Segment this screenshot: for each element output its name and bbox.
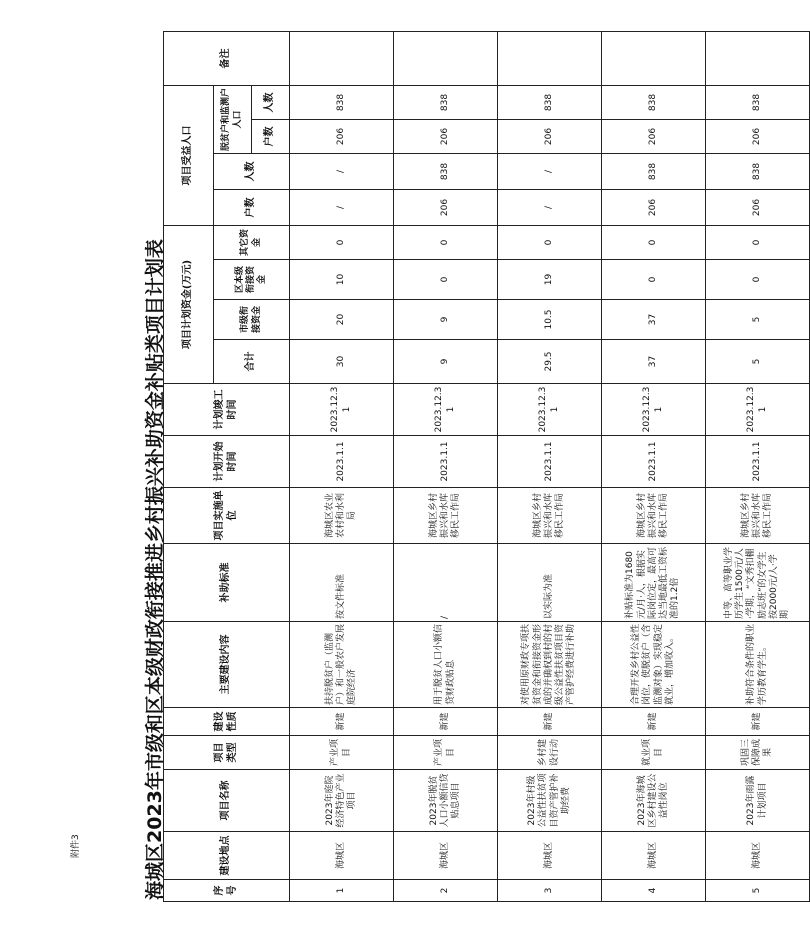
cell-implementer: 海城区农业农村和水利局	[290, 488, 394, 544]
cell-city: 20	[290, 300, 394, 340]
header-start: 计划开始时间	[164, 436, 290, 488]
cell-households: 206	[602, 189, 706, 225]
cell-remarks	[394, 31, 498, 85]
header-people: 人数	[214, 153, 290, 189]
table-row	[290, 31, 394, 901]
cell-implementer: 海城区乡村振兴和水库移民工作局	[498, 488, 602, 544]
cell-content: 用于脱贫人口小额信贷财政贴息	[394, 622, 498, 708]
cell-district: 10	[290, 260, 394, 300]
attachment-label: 附件3	[71, 834, 81, 858]
cell-people: 838	[394, 153, 498, 189]
cell-seq: 5	[706, 880, 810, 902]
cell-monitored-people: 838	[498, 85, 602, 119]
table-row	[394, 31, 498, 901]
cell-monitored-households: 206	[602, 119, 706, 153]
header-households: 户数	[214, 189, 290, 225]
cell-monitored-people: 838	[706, 85, 810, 119]
cell-remarks	[602, 31, 706, 85]
header-monitored: 脱贫户和监测户人口	[214, 85, 252, 153]
header-monitored-people: 人数	[252, 85, 290, 119]
header-location: 建设地点	[164, 832, 290, 880]
table-row	[602, 31, 706, 901]
header-monitored-households: 户数	[252, 119, 290, 153]
page-title: 海城区2023年市级和区本级财政衔接推进乡村振兴补助资金补贴类项目计划表	[144, 239, 166, 900]
project-table	[163, 42, 790, 902]
cell-type: 巩固三保障成果	[706, 736, 810, 770]
cell-implementer: 海城区乡村振兴和水库移民工作局	[602, 488, 706, 544]
cell-total: 30	[290, 340, 394, 384]
cell-monitored-people: 838	[394, 85, 498, 119]
cell-nature: 新建	[394, 708, 498, 736]
cell-type: 产业项目	[394, 736, 498, 770]
header-nature: 建设性质	[164, 708, 290, 736]
cell-seq: 1	[290, 880, 394, 902]
cell-standard: 中等、高等职业学历学生1500元/人·学期，“文秀扣棚励志班”的女学生按2000元/人·学期	[706, 544, 810, 622]
cell-end: 2023.12.31	[394, 384, 498, 436]
cell-type: 就业项目	[602, 736, 706, 770]
cell-name: 2023年脱贫人口小额信贷贴息项目	[394, 770, 498, 832]
cell-start: 2023.1.1	[498, 436, 602, 488]
cell-seq: 4	[602, 880, 706, 902]
cell-people: 838	[602, 153, 706, 189]
cell-location: 海城区	[498, 832, 602, 880]
cell-name: 2023年雨露计划项目	[706, 770, 810, 832]
cell-remarks	[290, 31, 394, 85]
header-standard: 补助标准	[164, 544, 290, 622]
cell-name: 2023年海城区乡村建设公益性岗位	[602, 770, 706, 832]
cell-monitored-people: 838	[290, 85, 394, 119]
cell-end: 2023.12.31	[602, 384, 706, 436]
cell-district: 0	[394, 260, 498, 300]
cell-monitored-households: 206	[498, 119, 602, 153]
cell-monitored-people: 838	[602, 85, 706, 119]
cell-end: 2023.12.31	[290, 384, 394, 436]
cell-standard: 补贴标准为1680元/月·人，根据实际岗位定，最高可达当地最低工资标准的1.2倍	[602, 544, 706, 622]
cell-monitored-households: 206	[706, 119, 810, 153]
cell-seq: 2	[394, 880, 498, 902]
cell-content: 合理开发乡村公益性岗位，使脱贫户（含监测对象）实现稳定就业，增加收入。	[602, 622, 706, 708]
cell-name: 2023年庭院经济特色产业项目	[290, 770, 394, 832]
cell-other: 0	[290, 225, 394, 259]
header-content: 主要建设内容	[164, 622, 290, 708]
cell-location: 海城区	[290, 832, 394, 880]
cell-city: 5	[706, 300, 810, 340]
cell-content: 扶持脱贫户（监测户）和一般农户发展庭院经济	[290, 622, 394, 708]
cell-start: 2023.1.1	[290, 436, 394, 488]
cell-district: 19	[498, 260, 602, 300]
cell-people: 838	[706, 153, 810, 189]
table-row	[498, 31, 602, 901]
header-implementer: 项目实施单位	[164, 488, 290, 544]
cell-other: 0	[706, 225, 810, 259]
cell-remarks	[706, 31, 810, 85]
cell-total: 9	[394, 340, 498, 384]
cell-implementer: 海城区乡村振兴和水库移民工作局	[394, 488, 498, 544]
cell-nature: 新建	[498, 708, 602, 736]
cell-total: 29.5	[498, 340, 602, 384]
cell-nature: 新建	[706, 708, 810, 736]
cell-households: 206	[394, 189, 498, 225]
header-type: 项目类型	[164, 736, 290, 770]
cell-people: /	[290, 153, 394, 189]
cell-location: 海城区	[394, 832, 498, 880]
header-city: 市级衔接资金	[214, 300, 290, 340]
header-beneficiaries: 项目受益人口	[164, 85, 214, 225]
cell-other: 0	[602, 225, 706, 259]
header-end: 计划竣工时间	[164, 384, 290, 436]
cell-city: 10.5	[498, 300, 602, 340]
cell-total: 37	[602, 340, 706, 384]
cell-city: 9	[394, 300, 498, 340]
header-total: 合计	[214, 340, 290, 384]
header-other: 其它资金	[214, 225, 290, 259]
cell-type: 乡村建设行动	[498, 736, 602, 770]
table-row	[706, 31, 810, 901]
cell-households: 206	[706, 189, 810, 225]
cell-standard: /	[394, 544, 498, 622]
cell-standard: 以实际为准	[498, 544, 602, 622]
cell-content: 补助符合条件的职业学历教育学生。	[706, 622, 810, 708]
cell-name: 2023年村级公益性扶贫项目资产管护补助经费	[498, 770, 602, 832]
cell-implementer: 海城区乡村振兴和水库移民工作局	[706, 488, 810, 544]
header-seq: 序号	[164, 880, 290, 902]
header-name: 项目名称	[164, 770, 290, 832]
cell-monitored-households: 206	[290, 119, 394, 153]
cell-start: 2023.1.1	[706, 436, 810, 488]
cell-households: /	[498, 189, 602, 225]
cell-standard: 按文件标准	[290, 544, 394, 622]
cell-nature: 新建	[290, 708, 394, 736]
cell-total: 5	[706, 340, 810, 384]
cell-end: 2023.12.31	[498, 384, 602, 436]
cell-location: 海城区	[602, 832, 706, 880]
cell-households: /	[290, 189, 394, 225]
cell-remarks	[498, 31, 602, 85]
cell-district: 0	[602, 260, 706, 300]
header-funds: 项目计划资金(万元)	[164, 225, 214, 383]
cell-seq: 3	[498, 880, 602, 902]
cell-type: 产业项目	[290, 736, 394, 770]
cell-other: 0	[498, 225, 602, 259]
header-district: 区本级衔接资金	[214, 260, 290, 300]
cell-start: 2023.1.1	[602, 436, 706, 488]
cell-end: 2023.12.31	[706, 384, 810, 436]
cell-district: 0	[706, 260, 810, 300]
cell-other: 0	[394, 225, 498, 259]
header-remarks: 备注	[164, 31, 290, 85]
cell-nature: 新建	[602, 708, 706, 736]
cell-location: 海城区	[706, 832, 810, 880]
cell-monitored-households: 206	[394, 119, 498, 153]
cell-people: /	[498, 153, 602, 189]
cell-city: 37	[602, 300, 706, 340]
cell-start: 2023.1.1	[394, 436, 498, 488]
cell-content: 对使用原财政专项扶贫资金和衔接资金形成的并确权到村的村级公益性扶贫项目资产管护经费进行补助	[498, 622, 602, 708]
